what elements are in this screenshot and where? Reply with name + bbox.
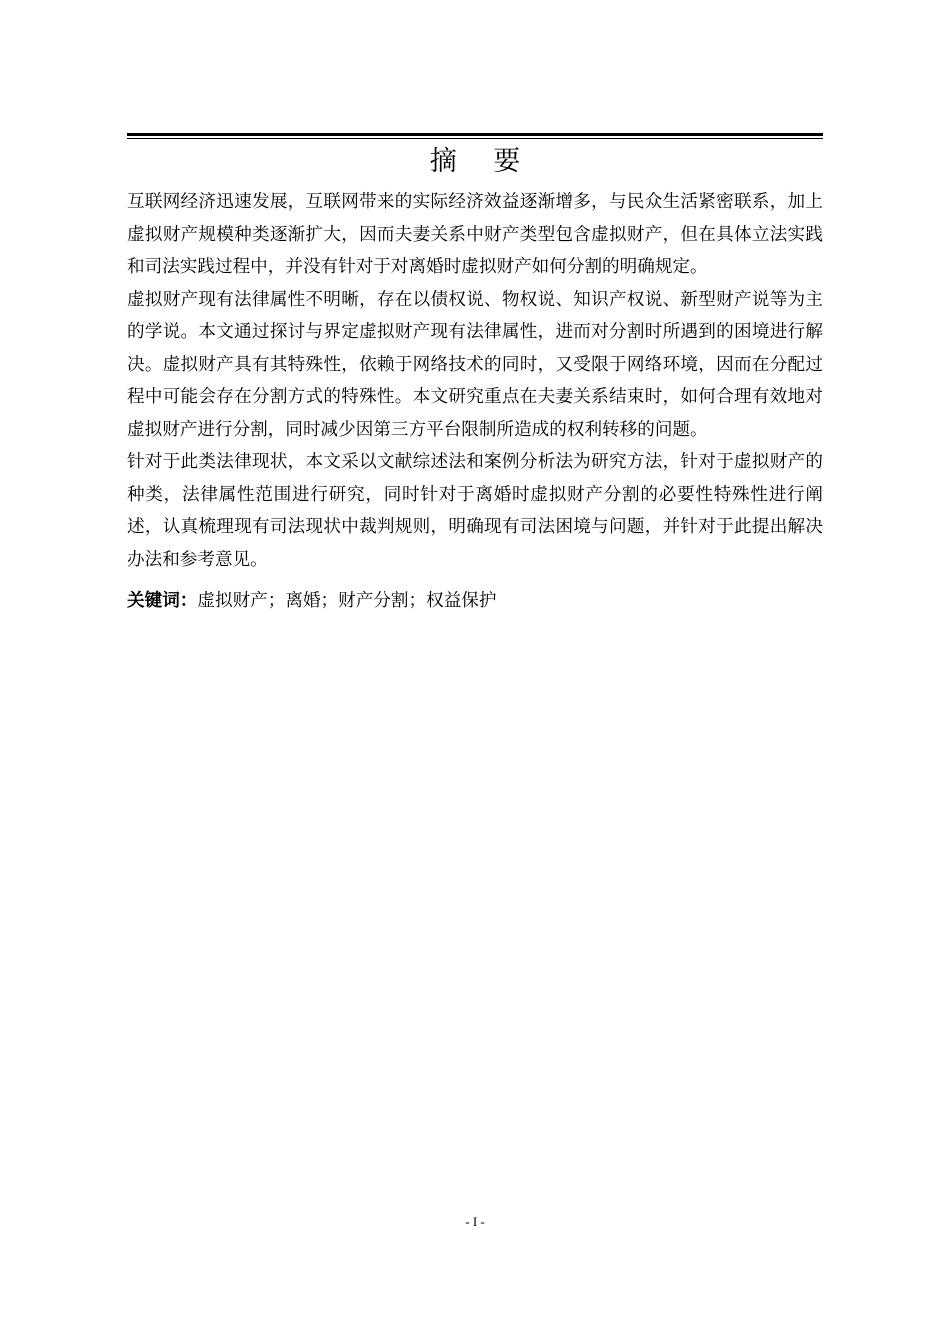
- abstract-body: [127, 186, 823, 617]
- abstract-paragraph-2: 虚拟财产现有法律属性不明晰，存在以债权说、物权说、知识产权说、新型财产说等为主的学说。本文通过探讨与界定虚拟财产现有法律属性，进而对分割时所遇到的困境进行解决。虚拟财产具有其特殊性，依赖于网络技术的同时，又受限于网络环境，因而在分配过程中可能会存在分割方式的特殊性。本文研究重点在夫妻关系结束时，如何合理有效地对虚拟财产进行分割，同时减少因第三方平台限制所造成的权利转移的问题。: [127, 289, 823, 440]
- page-number: - I -: [465, 1214, 485, 1229]
- keywords-line: [127, 585, 823, 617]
- abstract-paragraph-3: 针对于此类法律现状，本文采以文献综述法和案例分析法为研究方法，针对于虚拟财产的种类，法律属性范围进行研究，同时针对于离婚时虚拟财产分割的必要性特殊性进行阐述，认真梳理现有司法现状中裁判规则，明确现有司法困境与问题，并针对于此提出解决办法和参考意见。: [127, 452, 823, 570]
- abstract-title: 摘 要: [429, 146, 535, 177]
- abstract-paragraph-1: 互联网经济迅速发展，互联网带来的实际经济效益逐渐增多，与民众生活紧密联系，加上虚拟财产规模种类逐渐扩大，因而夫妻关系中财产类型包含虚拟财产，但在具体立法实践和司法实践过程中，并没有针对于对离婚时虚拟财产如何分割的明确规定。: [127, 192, 823, 277]
- keywords-label: 关键词：: [127, 591, 198, 611]
- keywords-value: 虚拟财产；离婚；财产分割；权益保护: [197, 591, 497, 611]
- header-double-rule: [127, 133, 823, 139]
